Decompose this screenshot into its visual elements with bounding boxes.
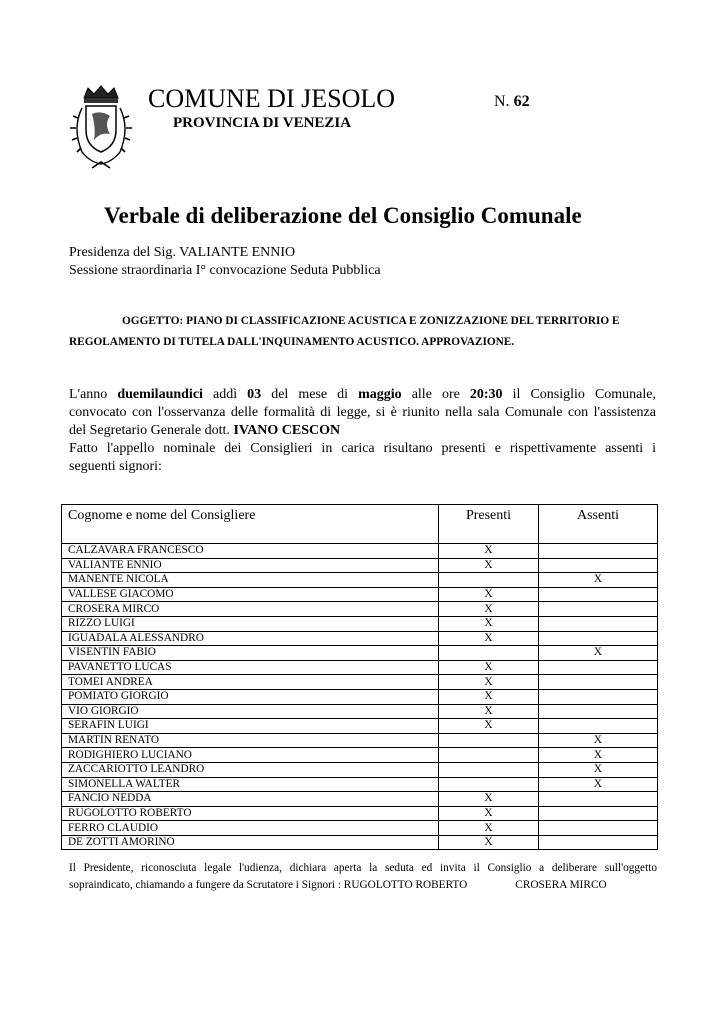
footer-line-2 <box>69 877 657 894</box>
table-row <box>62 762 658 777</box>
absent-mark <box>539 616 658 631</box>
intro-line-3 <box>69 422 656 440</box>
number-prefix: N. <box>494 93 510 110</box>
absent-mark <box>539 689 658 704</box>
councillor-name: FANCIO NEDDA <box>62 792 439 807</box>
intro-line-5: seguenti signori: <box>69 459 162 474</box>
councillor-name: SERAFIN LUIGI <box>62 719 439 734</box>
present-mark <box>439 748 539 763</box>
councillor-name: VALLESE GIACOMO <box>62 587 439 602</box>
intro-line-1 <box>69 386 656 404</box>
municipality-title: COMUNE DI JESOLO <box>148 84 395 113</box>
present-mark: X <box>439 602 539 617</box>
absent-mark <box>539 792 658 807</box>
intro-text: del Segretario Generale dott. <box>69 423 234 438</box>
intro-text: alle ore <box>401 387 470 402</box>
number-value: 62 <box>513 93 530 110</box>
meeting-month: maggio <box>358 387 402 402</box>
present-mark <box>439 762 539 777</box>
intro-line-4: Fatto l'appello nominale dei Consiglieri in carica risultano presenti e rispettivamente assenti i <box>69 441 656 456</box>
scrutineer-name: CROSERA MIRCO <box>515 879 607 891</box>
present-mark: X <box>439 806 539 821</box>
secretary-name: IVANO CESCON <box>233 423 341 438</box>
table-row <box>62 821 658 836</box>
present-mark <box>439 777 539 792</box>
absent-mark <box>539 675 658 690</box>
councillor-name: RUGOLOTTO ROBERTO <box>62 806 439 821</box>
absent-mark <box>539 587 658 602</box>
absent-mark: X <box>539 573 658 588</box>
intro-text: del mese di <box>261 387 359 402</box>
present-mark: X <box>439 544 539 559</box>
absent-mark: X <box>539 748 658 763</box>
absent-mark <box>539 719 658 734</box>
table-row <box>62 792 658 807</box>
councillor-name: DE ZOTTI AMORINO <box>62 835 439 850</box>
present-mark <box>439 733 539 748</box>
table-row <box>62 733 658 748</box>
present-mark: X <box>439 835 539 850</box>
meeting-year: duemilaundici <box>117 387 203 402</box>
councillor-name: FERRO CLAUDIO <box>62 821 439 836</box>
intro-paragraph <box>69 386 656 476</box>
table-row <box>62 602 658 617</box>
present-mark <box>439 573 539 588</box>
intro-text: il Consiglio Comunale, <box>502 387 656 402</box>
table-row <box>62 616 658 631</box>
header-absent: Assenti <box>539 505 658 544</box>
councillor-name: IGUADALA ALESSANDRO <box>62 631 439 646</box>
meeting-time: 20:30 <box>469 387 503 402</box>
councillor-name: MANENTE NICOLA <box>62 573 439 588</box>
table-row <box>62 748 658 763</box>
absent-mark <box>539 602 658 617</box>
absent-mark <box>539 806 658 821</box>
meeting-day: 03 <box>247 387 262 402</box>
councillor-name: VISENTIN FABIO <box>62 646 439 661</box>
coat-of-arms-icon <box>66 84 136 174</box>
presidency-line: Presidenza del Sig. VALIANTE ENNIO <box>69 245 296 260</box>
present-mark: X <box>439 675 539 690</box>
subject-line-1: OGGETTO: PIANO DI CLASSIFICAZIONE ACUSTICA E ZONIZZAZIONE DEL TERRITORIO E <box>122 315 620 327</box>
present-mark: X <box>439 704 539 719</box>
intro-text: L'anno <box>69 387 118 402</box>
councillor-name: TOMEI ANDREA <box>62 675 439 690</box>
attendance-table <box>61 504 658 850</box>
absent-mark <box>539 835 658 850</box>
document-title: Verbale di deliberazione del Consiglio Comunale <box>104 203 582 228</box>
table-row <box>62 660 658 675</box>
footer-line-1: Il Presidente, riconosciuta legale l'udienza, dichiara aperta la seduta ed invita il Consiglio a deliberare sull'oggetto <box>69 862 657 874</box>
absent-mark <box>539 631 658 646</box>
councillor-name: RODIGHIERO LUCIANO <box>62 748 439 763</box>
councillor-name: CROSERA MIRCO <box>62 602 439 617</box>
header-present: Presenti <box>439 505 539 544</box>
table-header-row <box>62 505 658 544</box>
councillor-name: VALIANTE ENNIO <box>62 558 439 573</box>
table-row <box>62 646 658 661</box>
present-mark <box>439 646 539 661</box>
absent-mark: X <box>539 777 658 792</box>
intro-line-2: convocato con l'osservanza delle formalità di legge, si è riunito nella sala Comunale con l'assistenza <box>69 405 656 420</box>
absent-mark: X <box>539 762 658 777</box>
table-row <box>62 719 658 734</box>
subject-line-2: REGOLAMENTO DI TUTELA DALL'INQUINAMENTO ACUSTICO. APPROVAZIONE. <box>69 336 515 348</box>
councillor-name: PAVANETTO LUCAS <box>62 660 439 675</box>
present-mark: X <box>439 558 539 573</box>
table-row <box>62 587 658 602</box>
councillor-name: POMIATO GIORGIO <box>62 689 439 704</box>
present-mark: X <box>439 821 539 836</box>
table-row <box>62 689 658 704</box>
table-row <box>62 704 658 719</box>
footer-text: sopraindicato, chiamando a fungere da Scrutatore i Signori : RUGOLOTTO ROBERTO <box>69 879 468 891</box>
present-mark: X <box>439 719 539 734</box>
footer-paragraph <box>69 860 657 894</box>
table-row <box>62 835 658 850</box>
present-mark: X <box>439 792 539 807</box>
absent-mark <box>539 821 658 836</box>
present-mark: X <box>439 587 539 602</box>
councillor-name: MARTIN RENATO <box>62 733 439 748</box>
deliberation-number <box>494 93 530 111</box>
table-row <box>62 558 658 573</box>
councillor-name: SIMONELLA WALTER <box>62 777 439 792</box>
province-name: PROVINCIA DI VENEZIA <box>173 115 352 131</box>
header-name: Cognome e nome del Consigliere <box>62 505 439 544</box>
absent-mark <box>539 660 658 675</box>
present-mark: X <box>439 689 539 704</box>
absent-mark <box>539 704 658 719</box>
present-mark: X <box>439 660 539 675</box>
councillor-name: RIZZO LUIGI <box>62 616 439 631</box>
intro-text: addì <box>202 387 248 402</box>
table-row <box>62 675 658 690</box>
councillor-name: VIO GIORGIO <box>62 704 439 719</box>
table-row <box>62 631 658 646</box>
session-line: Sessione straordinaria I° convocazione Seduta Pubblica <box>69 263 381 278</box>
councillor-name: ZACCARIOTTO LEANDRO <box>62 762 439 777</box>
absent-mark <box>539 544 658 559</box>
present-mark: X <box>439 616 539 631</box>
table-row <box>62 806 658 821</box>
table-row <box>62 544 658 559</box>
absent-mark: X <box>539 733 658 748</box>
table-row <box>62 777 658 792</box>
absent-mark: X <box>539 646 658 661</box>
councillor-name: CALZAVARA FRANCESCO <box>62 544 439 559</box>
absent-mark <box>539 558 658 573</box>
table-row <box>62 573 658 588</box>
present-mark: X <box>439 631 539 646</box>
